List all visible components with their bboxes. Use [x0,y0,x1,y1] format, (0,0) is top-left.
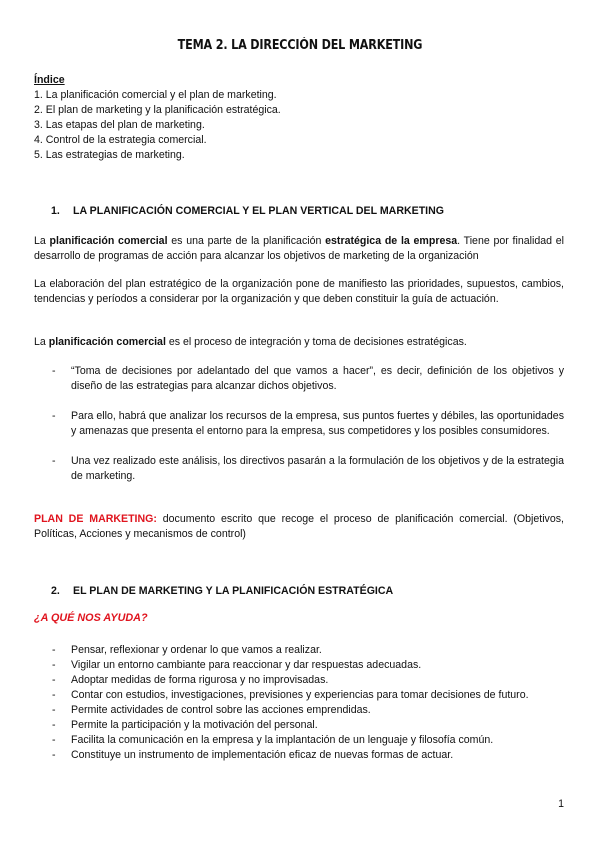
text-run: es el proceso de integración y toma de decisiones estratégicas. [165,336,467,348]
table-of-contents [34,73,281,163]
list-item: - “Toma de decisiones por adelantado del que vamos a hacer”, es decir, definición de los objetivos y diseño de las estrategias para alcanzar dichos objetivos. [52,364,564,394]
section-1-title: LA PLANIFICACIÓN COMERCIAL Y EL PLAN VERTICAL DEL MARKETING [73,205,444,217]
section-1-paragraph-3 [34,335,564,350]
text-run: es una parte de la planificación [167,235,326,247]
question-heading: ¿A QUÉ NOS AYUDA? [34,612,148,624]
section-1-paragraph-2: La elaboración del plan estratégico de la organización pone de manifiesto las prioridades, supuestos, cambios, tendencias y períodos a considerar por la organización y que deben constituir la guía de actuación. [34,278,564,305]
section-1-heading [51,205,444,217]
list-item: - Permite la participación y la motivación del personal. [52,718,564,733]
plan-label: PLAN DE MARKETING: [34,513,157,525]
text-run: La [34,336,49,348]
section-2-heading [51,585,393,597]
section-2-bullet-list [52,643,564,763]
plan-de-marketing-definition [34,512,564,542]
text-run: La [34,235,50,247]
list-item: - Para ello, habrá que analizar los recursos de la empresa, sus puntos fuertes y débiles, las oportunidades y amenazas que presenta el entorno para la empresa, sus competidores y los posibles consumidores. [52,409,564,439]
bold-term: planificación comercial [48,336,166,348]
list-item: - Constituye un instrumento de implementación eficaz de nuevas formas de actuar. [52,748,564,763]
text-run: . Tiene por finalidad el desarrollo de programas de acción para alcanzar los objetivos de marketing de la organización [34,235,565,262]
plan-text: documento escrito que recoge el proceso de planificación comercial. (Objetivos, Políticas, Acciones y mecanismos de control) [34,513,564,540]
bold-term: estratégica de la empresa [325,235,458,247]
section-1-bullet-list [52,364,564,499]
list-item: - Vigilar un entorno cambiante para reaccionar y dar respuestas adecuadas. [52,658,564,673]
index-item: 2. El plan de marketing y la planificación estratégica. [34,104,281,116]
index-item: 5. Las estrategias de marketing. [34,149,185,161]
list-item: - Contar con estudios, investigaciones, previsiones y experiencias para tomar decisiones de futuro. [52,688,564,703]
list-item: - Una vez realizado este análisis, los directivos pasarán a la formulación de los objetivos y de la estrategia de marketing. [52,454,564,484]
index-item: 1. La planificación comercial y el plan de marketing. [34,89,277,101]
list-item: - Pensar, reflexionar y ordenar lo que vamos a realizar. [52,643,564,658]
index-heading: Índice [34,74,65,86]
section-2-title: EL PLAN DE MARKETING Y LA PLANIFICACIÓN ESTRATÉGICA [73,585,394,597]
index-item: 4. Control de la estrategia comercial. [34,134,207,146]
list-item: - Permite actividades de control sobre las acciones emprendidas. [52,703,564,718]
section-2-number: 2. [51,585,60,597]
section-1-number: 1. [51,205,60,217]
list-item: - Facilita la comunicación en la empresa y la implantación de un lenguaje y filosofía común. [52,733,564,748]
page-number: 1 [558,798,564,810]
document-title: TEMA 2. LA DIRECCIÓN DEL MARKETING [177,38,423,53]
bold-term: planificación comercial [49,235,168,247]
section-1-paragraph-1 [34,234,564,264]
list-item: - Adoptar medidas de forma rigurosa y no improvisadas. [52,673,564,688]
index-item: 3. Las etapas del plan de marketing. [34,119,205,131]
